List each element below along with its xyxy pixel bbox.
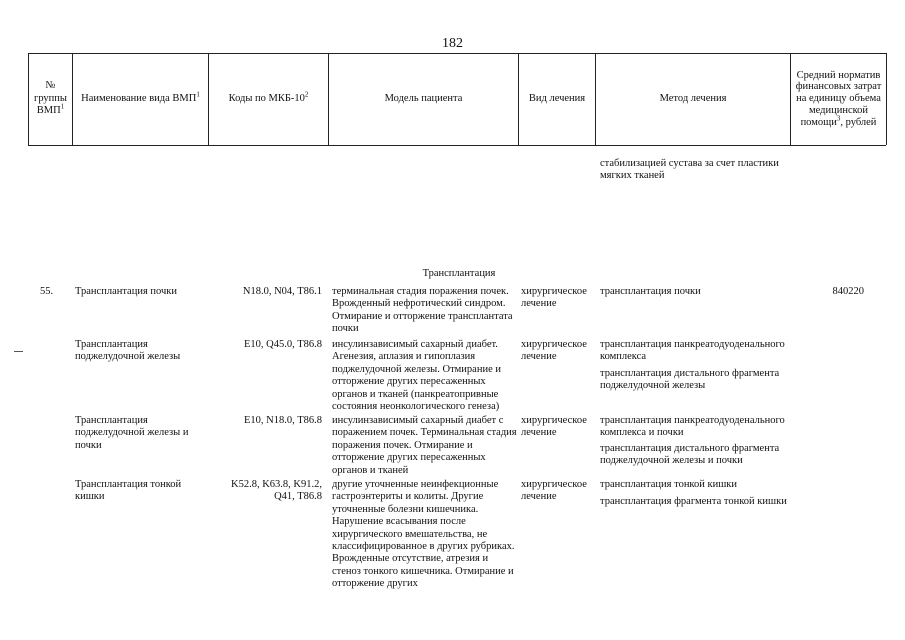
row-icd-codes: N18.0, N04, T86.1 — [242, 286, 322, 297]
row-treatment-method: трансплантация дистального фрагмента поджелудочной железы и почки — [600, 443, 780, 467]
row-patient-model: инсулинзависимый сахарный диабет. Агенезия, аплазия и гипоплазия поджелудочной железы. Отмирание и отторжение других пересаженных органов и тканей (панкреатопривные состояния неонкологического генеза) — [332, 339, 501, 412]
header-patient-model: Модель пациента — [384, 92, 463, 104]
row-norm-cost: 840220 — [832, 286, 864, 297]
row-icd-codes: E10, N18.0, T86.8 — [244, 415, 322, 426]
section-title: Трансплантация — [422, 268, 496, 279]
header-treatment-method: Метод лечения — [659, 92, 727, 104]
header-treatment-type: Вид лечения — [528, 92, 586, 104]
row-icd-codes: E10, Q45.0, T86.8 — [244, 339, 322, 350]
row-treatment-method: трансплантация панкреатодуоденального комплекса и почки — [600, 415, 785, 439]
margin-mark — [14, 351, 23, 352]
row-treatment-type: хирургическое лечение — [521, 286, 587, 310]
row-vmp-name: Трансплантация почки — [75, 286, 178, 297]
header-norm-cost: Средний норматив финансовых затрат на единицу объема медицинской помощи$^3$, рублей — [795, 69, 882, 128]
row-treatment-type: хирургическое лечение — [521, 415, 587, 439]
header-group-number: № группы ВМП$^1$ — [34, 80, 67, 117]
header-border — [886, 53, 887, 145]
row-treatment-method: трансплантация панкреатодуоденального комплекса — [600, 339, 785, 363]
continuation-text: стабилизацией сустава за счет пластики мягких тканей — [600, 158, 779, 182]
row-treatment-method: трансплантация фрагмента тонкой кишки — [600, 496, 787, 507]
page-number: 182 — [442, 36, 463, 51]
row-patient-model: инсулинзависимый сахарный диабет с поражением почек. Терминальная стадия поражения почек. Отмирание и отторжение других пересаженных органов и тканей — [332, 415, 517, 476]
header-bottom-rule — [28, 145, 886, 146]
row-vmp-name: Трансплантация тонкой кишки — [75, 479, 182, 503]
row-icd-codes: K52.8, K63.8, K91.2, Q41, T86.8 — [231, 479, 322, 503]
row-patient-model: терминальная стадия поражения почек. Врожденный нефротический синдром. Отмирание и отторжение трансплантата почки — [332, 286, 513, 335]
row-number: 55. — [40, 286, 54, 297]
row-vmp-name: Трансплантация поджелудочной железы — [75, 339, 181, 363]
row-treatment-method: трансплантация тонкой кишки — [600, 479, 738, 490]
row-treatment-method: трансплантация дистального фрагмента поджелудочной железы — [600, 368, 780, 392]
row-treatment-type: хирургическое лечение — [521, 339, 587, 363]
header-vmp-name: Наименование вида ВМП$^1$ — [81, 90, 200, 104]
row-patient-model: другие уточненные неинфекционные гастроэнтериты и колиты. Другие уточненные болезни кишечника. Нарушение всасывания после хирургического вмешательства, не классифицированное в других рубриках. Врожденные отсутствие, атрезия и стеноз тонкого кишечника. Отмирание и отторжение других — [332, 479, 515, 589]
row-vmp-name: Трансплантация поджелудочной железы и почки — [75, 415, 189, 451]
row-treatment-method: трансплантация почки — [600, 286, 701, 297]
row-treatment-type: хирургическое лечение — [521, 479, 587, 503]
header-icd-codes: Коды по МКБ-$10^2$ — [228, 90, 309, 104]
